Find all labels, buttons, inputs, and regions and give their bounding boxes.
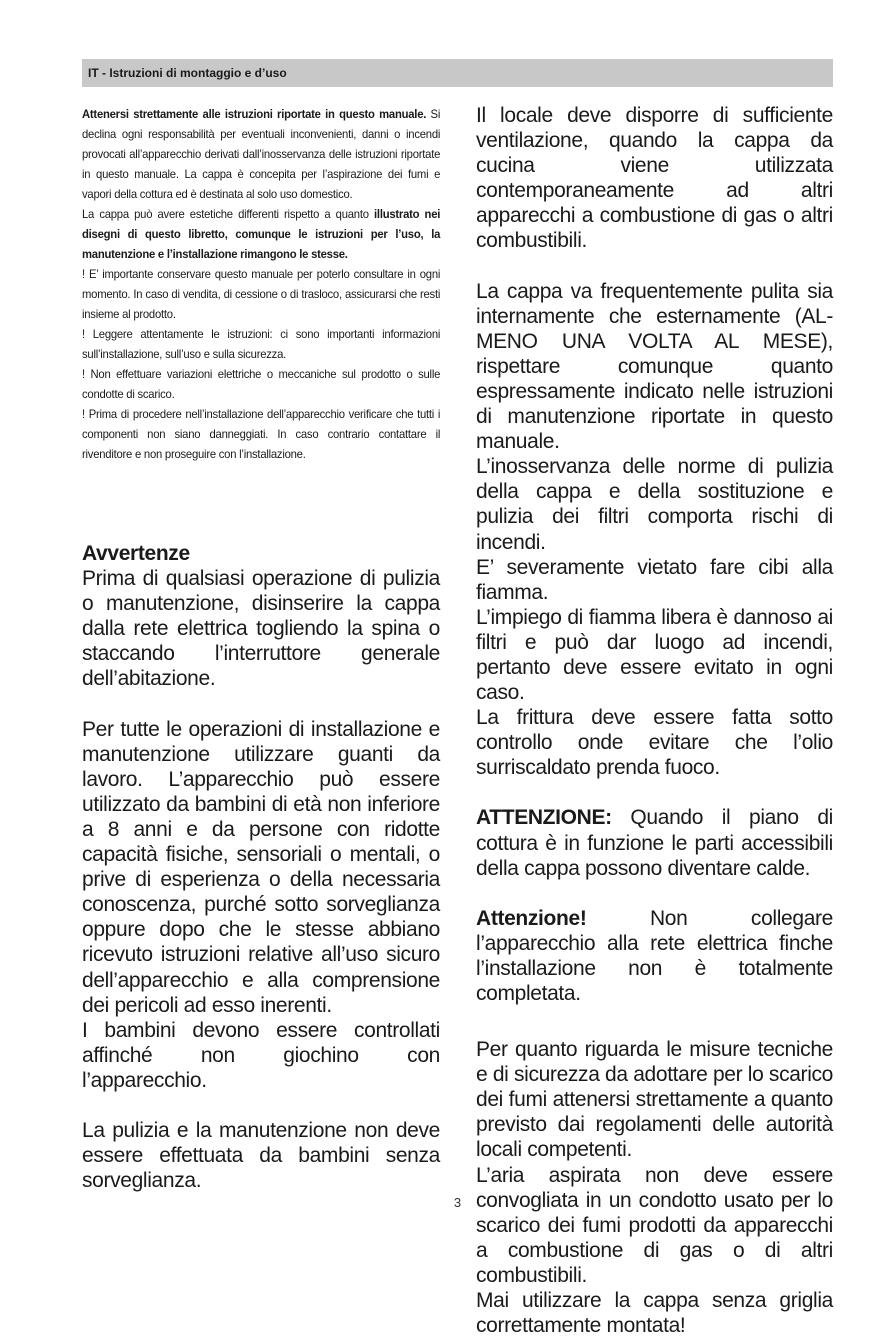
- intro-bold: Attenersi strettamente alle istruzioni riportate in questo manuale.: [82, 107, 427, 121]
- attenzione-caps-label: ATTENZIONE:: [476, 806, 612, 830]
- section-header: [82, 59, 833, 87]
- connection-paragraph: [476, 906, 833, 1006]
- fire-risk-paragraph: L’inosservanza delle norme di pulizia della cappa e della sostituzione e pulizia dei filtri comporta rischi di incendi.: [476, 455, 833, 554]
- warning-cleaning-children: La pulizia e la manutenzione non deve essere effettuata da bambini senza sorveglianza.: [82, 1118, 440, 1193]
- ventilation-paragraph: Il locale deve disporre di sufficiente ventilazione, quando la cappa da cucina viene utilizzata contemporaneamente ad altri apparecchi a combustione di gas o altri combustibili.: [476, 104, 833, 253]
- check-components-paragraph: ! Prima di procedere nell’installazione dell’apparecchio verificare che tutti i componenti non siano danneggiati. In caso contrario contattare il rivenditore e non proseguire con l’installazione.: [82, 407, 441, 461]
- warning-children-supervised: I bambini devono essere controllati affinché non giochino con l’apparecchio.: [82, 1018, 440, 1092]
- keep-manual-paragraph: ! E’ importante conservare questo manuale per poterlo consultare in ogni momento. In caso di vendita, di cessione o di trasloco, assicurarsi che resti insieme al prodotto.: [82, 267, 441, 321]
- left-column-small-text: [82, 104, 440, 464]
- open-flame-paragraph: L’impiego di fiamma libera è dannoso ai filtri e può dar luogo ad incendi, pertanto deve essere evitato in ogni caso.: [476, 605, 833, 705]
- right-column: [476, 103, 833, 1338]
- section-title: IT - Istruzioni di montaggio e d’uso: [88, 66, 287, 80]
- aesthetics-bold: illustrato nei disegni di questo libretto, comunque le istruzioni per l’uso, la manutenzione e l’installazione rimangono le stesse.: [82, 207, 441, 261]
- intro-paragraph: [82, 104, 440, 204]
- warning-disconnect: Prima di qualsiasi operazione di pulizia o manutenzione, disinserire la cappa dalla rete elettrica togliendo la spina o staccando l’interruttore generale dell’abitazione.: [82, 567, 440, 691]
- no-modifications-paragraph: ! Non effettuare variazioni elettriche o meccaniche sul prodotto o sulle condotte di scarico.: [82, 367, 441, 401]
- regulations-paragraph: Per quanto riguarda le misure tecniche e di sicurezza da adottare per lo scarico dei fumi attenersi strettamente a quanto previsto dai regolamenti delle autorità locali competenti.: [476, 1038, 833, 1162]
- hot-parts-paragraph: [476, 805, 833, 880]
- left-column-warnings: [82, 541, 440, 1193]
- frying-paragraph: La frittura deve essere fatta sotto controllo onde evitare che l’olio surriscaldato prenda fuoco.: [476, 706, 833, 780]
- cleaning-paragraph: La cappa va frequentemente pulita sia internamente che esternamente (AL-MENO UNA VOLTA AL MESE), rispettare comunque quanto espressamente indicato nelle istruzioni di manutenzione riportate in questo manuale.: [476, 279, 833, 454]
- hot-parts-text: Quando il piano di cottura è in funzione le parti accessibili della cappa possono diventare calde.: [476, 806, 833, 880]
- aesthetics-paragraph: [82, 204, 440, 264]
- page-number: 3: [453, 1195, 462, 1210]
- warnings-heading: Avvertenze: [82, 542, 190, 565]
- intro-text: Si declina ogni responsabilità per eventuali inconvenienti, danni o incendi provocati all’apparecchio derivati dall’inosservanza delle istruzioni riportate in questo manuale. La cappa è concepita per l’aspirazione dei fumi e vapori della cottura ed è destinata al solo uso domestico.: [82, 107, 441, 201]
- connection-text: Non collegare l’apparecchio alla rete elettrica finche l’installazione non è totalmente completata.: [476, 906, 833, 1005]
- flambe-paragraph: E’ severamente vietato fare cibi alla fiamma.: [476, 555, 833, 604]
- warning-gloves-children: Per tutte le operazioni di installazione e manutenzione utilizzare guanti da lavoro. L’apparecchio può essere utilizzato da bambini di età non inferiore a 8 anni e da persone con ridotte capacità fisiche, sensoriali o mentali, o prive di esperienza o della necessaria conoscenza, purché sotto sorveglianza oppure dopo che le stesse abbiano ricevuto istruzioni relative all’uso sicuro dell’apparecchio e alla comprensione dei pericoli ad esso inerenti.: [82, 717, 440, 1017]
- grille-paragraph: Mai utilizzare la cappa senza griglia correttamente montata!: [476, 1289, 833, 1338]
- aesthetics-text: La cappa può avere estetiche differenti rispetto a quanto: [82, 207, 375, 221]
- exhaust-paragraph: L’aria aspirata non deve essere convogliata in un condotto usato per lo scarico dei fumi prodotti da apparecchi a combustione di gas o di altri combustibili.: [476, 1163, 833, 1287]
- read-instructions-paragraph: ! Leggere attentamente le istruzioni: ci sono importanti informazioni sull’installazione, sull’uso e sulla sicurezza.: [82, 327, 441, 361]
- attenzione-label: Attenzione!: [476, 906, 587, 930]
